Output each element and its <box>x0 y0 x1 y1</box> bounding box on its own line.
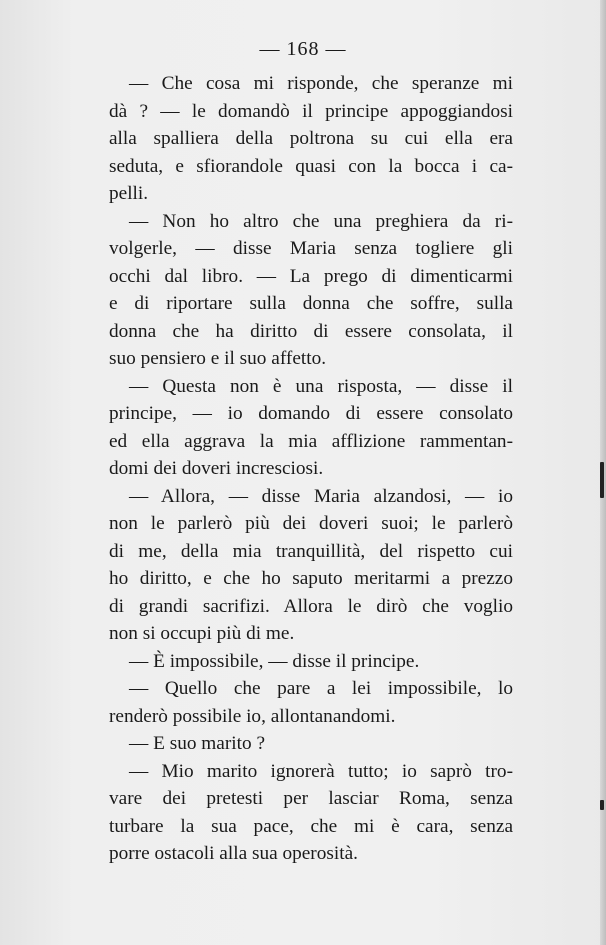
edge-mark <box>600 800 604 810</box>
text-line: pelli. <box>109 183 149 204</box>
text-line: porre ostacoli alla sua operosità. <box>109 843 358 864</box>
text-line: di me, della mia tranquillità, del rispetto cui <box>109 540 513 562</box>
text-line: di grandi sacrifizi. Allora le dirò che voglio <box>109 595 513 617</box>
page-number: — 168 — <box>259 38 347 60</box>
text-line: vare dei pretesti per lasciar Roma, senza <box>109 788 513 809</box>
text-line: occhi dal libro. — La prego di dimenticarmi <box>109 265 513 287</box>
text-line: — È impossibile, — disse il principe. <box>129 650 420 672</box>
text-line: e di riportare sulla donna che soffre, sulla <box>109 293 513 314</box>
text-line: volgerle, — disse Maria senza togliere gli <box>109 238 513 259</box>
page-edge <box>600 0 606 945</box>
text-line: — Che cosa mi risponde, che speranze mi <box>129 73 513 94</box>
body-text <box>109 70 513 868</box>
text-line: renderò possibile io, allontanandomi. <box>109 705 396 727</box>
text-line: dà ? — le domandò il principe appoggiandosi <box>109 100 513 122</box>
text-line: suo pensiero e il suo affetto. <box>109 348 327 369</box>
text-line: donna che ha diritto di essere consolata, il <box>109 320 513 342</box>
text-line: domi dei doveri incresciosi. <box>109 458 324 479</box>
edge-mark <box>600 462 604 498</box>
text-line: — Questa non è una risposta, — disse il <box>129 375 513 397</box>
text-line: principe, — io domando di essere consolato <box>109 403 513 424</box>
text-line: non si occupi più di me. <box>109 623 295 644</box>
text-line: — Mio marito ignorerà tutto; io saprò tro- <box>129 760 513 782</box>
text-line: — Allora, — disse Maria alzandosi, — io <box>129 485 513 507</box>
text-line: — Non ho altro che una preghiera da ri- <box>129 210 513 232</box>
text-line: non le parlerò più dei doveri suoi; le parlerò <box>109 513 513 534</box>
text-line: — Quello che pare a lei impossibile, lo <box>129 678 513 699</box>
text-line: — E suo marito ? <box>129 733 266 754</box>
text-line: seduta, e sfiorandole quasi con la bocca i ca- <box>109 155 513 177</box>
text-line: alla spalliera della poltrona su cui ella era <box>109 128 513 149</box>
text-line: ho diritto, e che ho saputo meritarmi a prezzo <box>109 568 513 589</box>
text-line: turbare la sua pace, che mi è cara, senza <box>109 815 513 837</box>
text-line: ed ella aggrava la mia afflizione rammentan- <box>109 430 513 452</box>
